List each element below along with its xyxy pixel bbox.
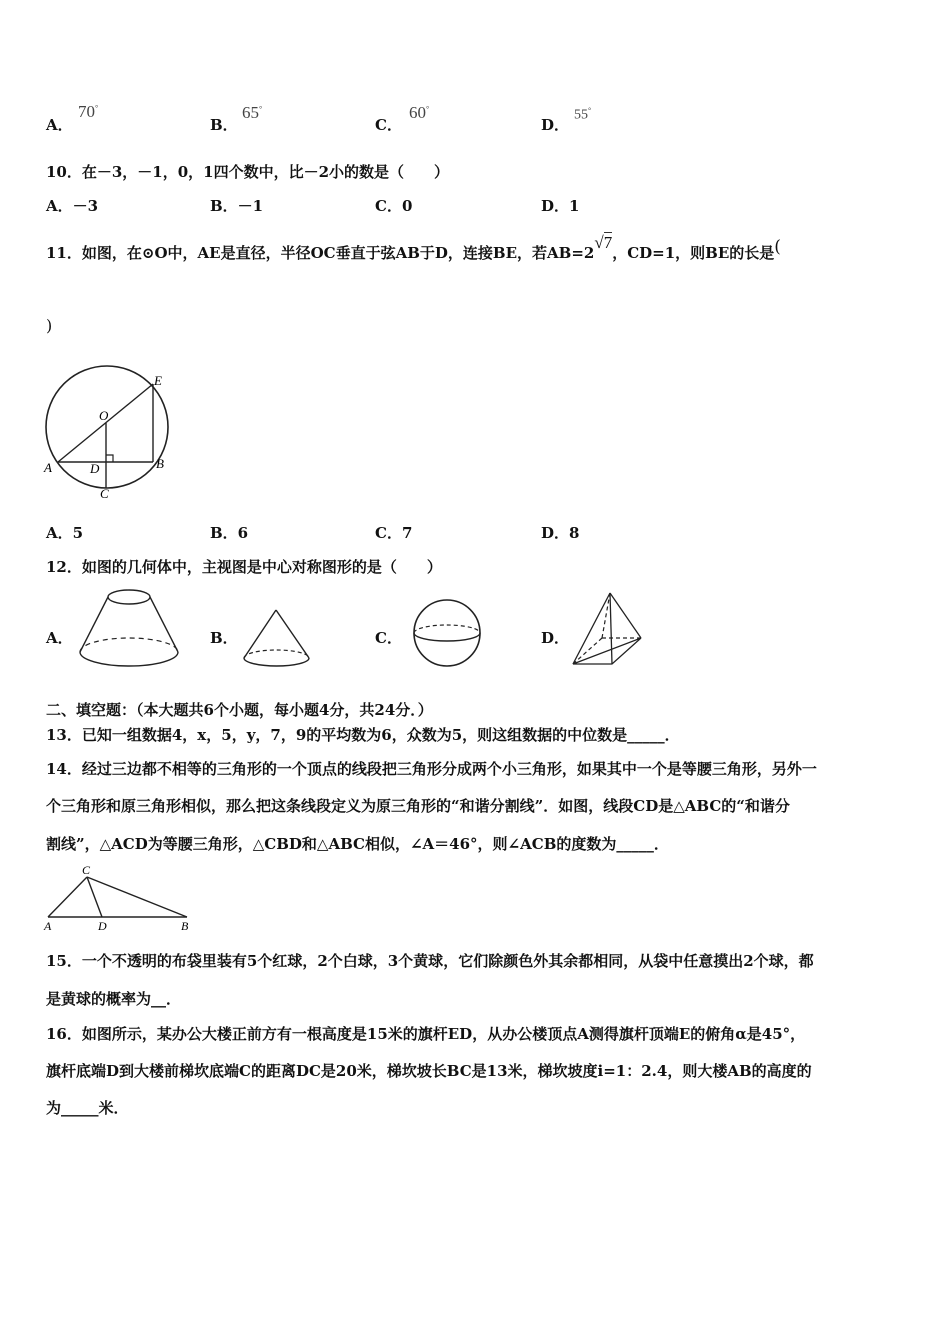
q16-line2: 旗杆底端D到大楼前梯坎底端C的距离DC是20米，梯坎坡长BC是13米，梯坎坡度i=1：2.4，则大楼AB的高度的: [46, 1062, 812, 1080]
q14-label-d: D: [98, 919, 107, 933]
q11-right-angle-mark: [106, 455, 113, 462]
q13-text: 13．已知一组数据4，x，5，y，7，9的平均数为6，众数为5，则这组数据的中位数是_____．: [46, 726, 680, 744]
q9-option-d-label: D．: [541, 116, 570, 134]
q14-side-cb: [87, 877, 187, 917]
q14-line2: 个三角形和原三角形相似，那么把这条线段定义为原三角形的“和谐分割线”．如图，线段CD是△ABC的“和谐分: [46, 797, 790, 815]
q11-sqrt-radicand: 7: [603, 233, 613, 252]
q11-open-paren: (: [774, 237, 781, 257]
q12-pyramid-hidden-base-1: [573, 638, 602, 664]
q16-line1: 16．如图所示，某办公大楼正前方有一根高度是15米的旗杆ED，从办公楼顶点A测得旗杆顶端E的俯角α是45°，: [46, 1025, 806, 1043]
q11-label-e: E: [154, 373, 162, 388]
q10-option-b: B．－1: [210, 197, 264, 215]
q14-line3: 割线”，△ACD为等腰三角形，△CBD和△ABC相似，∠A＝46°，则∠ACB的度数为_____．: [46, 835, 669, 853]
q11-sqrt-7: √7: [594, 233, 613, 252]
q9-option-b: [210, 114, 238, 135]
q11-stem-part1: 11．如图，在⊙O中，AE是直径，半径OC垂直于弦AB于D，连接BE，若AB=2: [46, 244, 595, 262]
q15-line2: 是黄球的概率为__．: [46, 990, 182, 1008]
q11-option-c: C．7: [375, 524, 413, 542]
q9-option-c-value: 60°: [409, 103, 430, 122]
q12-frustum-right-edge: [150, 597, 178, 652]
q12-frustum-figure: [76, 586, 186, 671]
q11-option-d: D．8: [541, 524, 580, 542]
q12-sphere-figure: [408, 598, 488, 670]
q9-option-c-label: C．: [375, 116, 402, 134]
q9-option-c: [375, 114, 402, 135]
q15-line1: 15．一个不透明的布袋里装有5个红球，2个白球，3个黄球，它们除颜色外其余都相同，从袋中任意摸出2个球，都: [46, 952, 814, 970]
q11-close-paren: ): [46, 316, 53, 335]
q11-stem-part2: ，CD=1，则BE的长是: [612, 244, 775, 262]
q12-pyramid-edge-2: [610, 593, 612, 664]
q12-pyramid-figure: [568, 590, 648, 670]
q12-frustum-top: [108, 590, 150, 604]
q16-line3: 为_____米．: [46, 1099, 129, 1117]
q12-cone-left-edge: [244, 610, 276, 658]
q14-line1: 14．经过三边都不相等的三角形的一个顶点的线段把三角形分成两个小三角形，如果其中一个是等腰三角形，另外一: [46, 760, 817, 778]
q12-pyramid-base-front: [573, 638, 641, 664]
q12-sphere-outline: [414, 600, 480, 666]
q12-option-d-label: D．: [541, 629, 570, 647]
q12-cone-figure: [240, 606, 315, 671]
q14-label-b: B: [181, 919, 189, 933]
q10-option-a: A．－3: [46, 197, 99, 215]
q9-option-a-value: 70°: [78, 102, 99, 121]
q14-label-c: C: [82, 864, 91, 877]
q11-label-b: B: [156, 456, 164, 471]
q11-label-d: D: [90, 461, 100, 476]
q11-label-a: A: [44, 460, 52, 475]
q14-triangle-figure: [40, 864, 200, 936]
q10-option-d: D．1: [541, 197, 580, 215]
q9-option-a: [46, 114, 73, 135]
q9-option-b-value: 65°: [242, 103, 263, 122]
q12-frustum-bottom-front: [80, 652, 178, 666]
q12-pyramid-edge-1: [573, 593, 610, 664]
q12-option-b-label: B．: [210, 629, 238, 647]
q14-label-a: A: [44, 919, 52, 933]
q9-option-d-value: 55°: [574, 106, 592, 123]
q12-option-a-label: A．: [46, 629, 73, 647]
q9-option-d: [541, 114, 569, 135]
q12-pyramid-edge-3: [610, 593, 641, 638]
q11-label-c: C: [100, 486, 109, 501]
q14-side-ac: [48, 877, 87, 917]
q12-stem: 12．如图的几何体中，主视图是中心对称图形的是（ ）: [46, 558, 442, 576]
q12-sphere-equator-back: [414, 625, 480, 633]
q11-stem: [46, 233, 781, 263]
q12-frustum-left-edge: [80, 597, 108, 652]
q11-circle: [46, 366, 168, 488]
q12-cone-base-front: [244, 658, 309, 666]
q10-option-c: C．0: [375, 197, 413, 215]
section2-heading: 二、填空题：（本大题共6个小题，每小题4分，共24分．）: [46, 701, 433, 719]
q9-option-a-label: A．: [46, 116, 73, 134]
q10-stem: 10．在－3，－1，0，1四个数中，比－2小的数是（ ）: [46, 163, 450, 181]
q9-option-b-label: B．: [210, 116, 238, 134]
q11-circle-figure: [40, 365, 180, 505]
q12-cone-base-back: [244, 650, 309, 658]
q11-label-o: O: [99, 408, 109, 423]
q11-option-b: B．6: [210, 524, 249, 542]
q12-option-c-label: C．: [375, 629, 402, 647]
q12-frustum-bottom-back: [80, 638, 178, 652]
q14-segment-cd: [87, 877, 102, 917]
q12-sphere-equator-front: [414, 633, 480, 641]
q11-option-a: A．5: [46, 524, 84, 542]
